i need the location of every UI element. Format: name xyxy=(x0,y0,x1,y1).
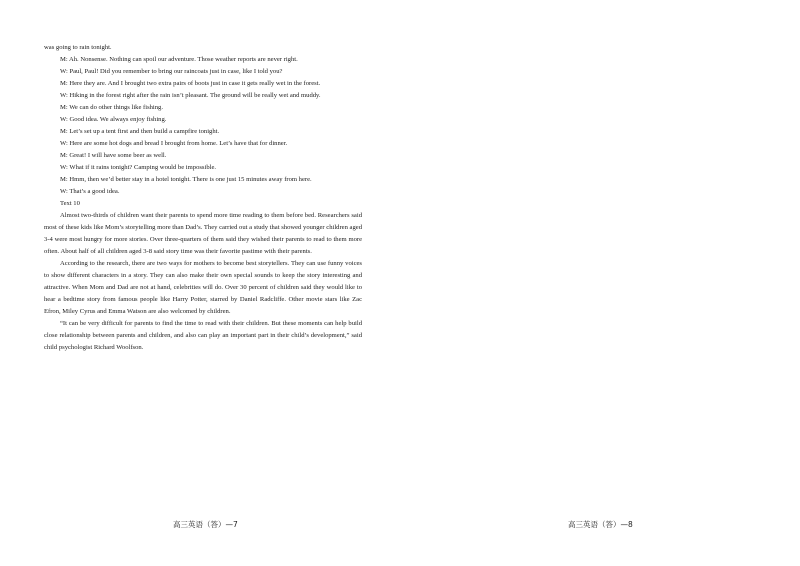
text-column-left xyxy=(44,42,362,354)
body-paragraph: Almost two-thirds of children want their parents to spend more time reading to them before bed. Researchers said most of these kids like Mom’s storytelling more than Dad’s. They carried out a study that showed younger children aged 3-4 were most hungry for more stories. Over three-quarters of them said they wished their parents to read to them more often. About half of all children aged 3-8 said story time was their favorite pastime with their parents. xyxy=(44,212,362,255)
body-paragraph: “It can be very difficult for parents to find the time to read with their children. But these moments can help build close relationship between parents and children, and also can play an important part in their child’s development,” said child psychologist Richard Woolfson. xyxy=(44,320,362,351)
body-paragraph: According to the research, there are two ways for mothers to become best storytellers. They can use funny voices to show different characters in a story. They can also make their own special sounds to keep the story interesting and attractive. When Mom and Dad are not at hand, celebrities will do. Over 30 percent of children said they would like to hear a bedtime story from famous people like Harry Potter, starred by Daniel Radcliffe. Other movie stars like Zac Efron, Miley Cyrus and Emma Watson are also welcomed by children. xyxy=(44,260,362,315)
page-number-left: 高三英语（答）—7 xyxy=(173,520,238,529)
dialogue-line: M: Hmm, then we’d better stay in a hotel tonight. There is one just 15 minutes away from here. xyxy=(60,176,312,183)
paragraph-continuation: was going to rain tonight. xyxy=(44,44,112,51)
dialogue-line: M: We can do other things like fishing. xyxy=(60,104,164,111)
dialogue-line: W: Hiking in the forest right after the rain isn’t pleasant. The ground will be really wet and muddy. xyxy=(60,92,321,99)
dialogue-line: W: That’s a good idea. xyxy=(60,188,120,195)
dialogue-line: M: Great! I will have some beer as well. xyxy=(60,152,167,159)
dialogue-line: M: Let’s set up a tent first and then build a campfire tonight. xyxy=(60,128,220,135)
dialogue-line: W: Good idea. We always enjoy fishing. xyxy=(60,116,167,123)
dialogue-line: M: Here they are. And I brought two extra pairs of boots just in case it gets really wet in the forest. xyxy=(60,80,321,87)
page-number-right: 高三英语（答）—8 xyxy=(568,520,633,529)
dialogue-line: W: What if it rains tonight? Camping would be impossible. xyxy=(60,164,217,171)
dialogue-line: M: Ah. Nonsense. Nothing can spoil our adventure. Those weather reports are never right. xyxy=(60,56,298,63)
section-heading-text-10: Text 10 xyxy=(60,200,80,207)
dialogue-line: W: Paul, Paul! Did you remember to bring our raincoats just in case, like I told you? xyxy=(60,68,283,75)
dialogue-line: W: Here are some hot dogs and bread I brought from home. Let’s have that for dinner. xyxy=(60,140,288,147)
